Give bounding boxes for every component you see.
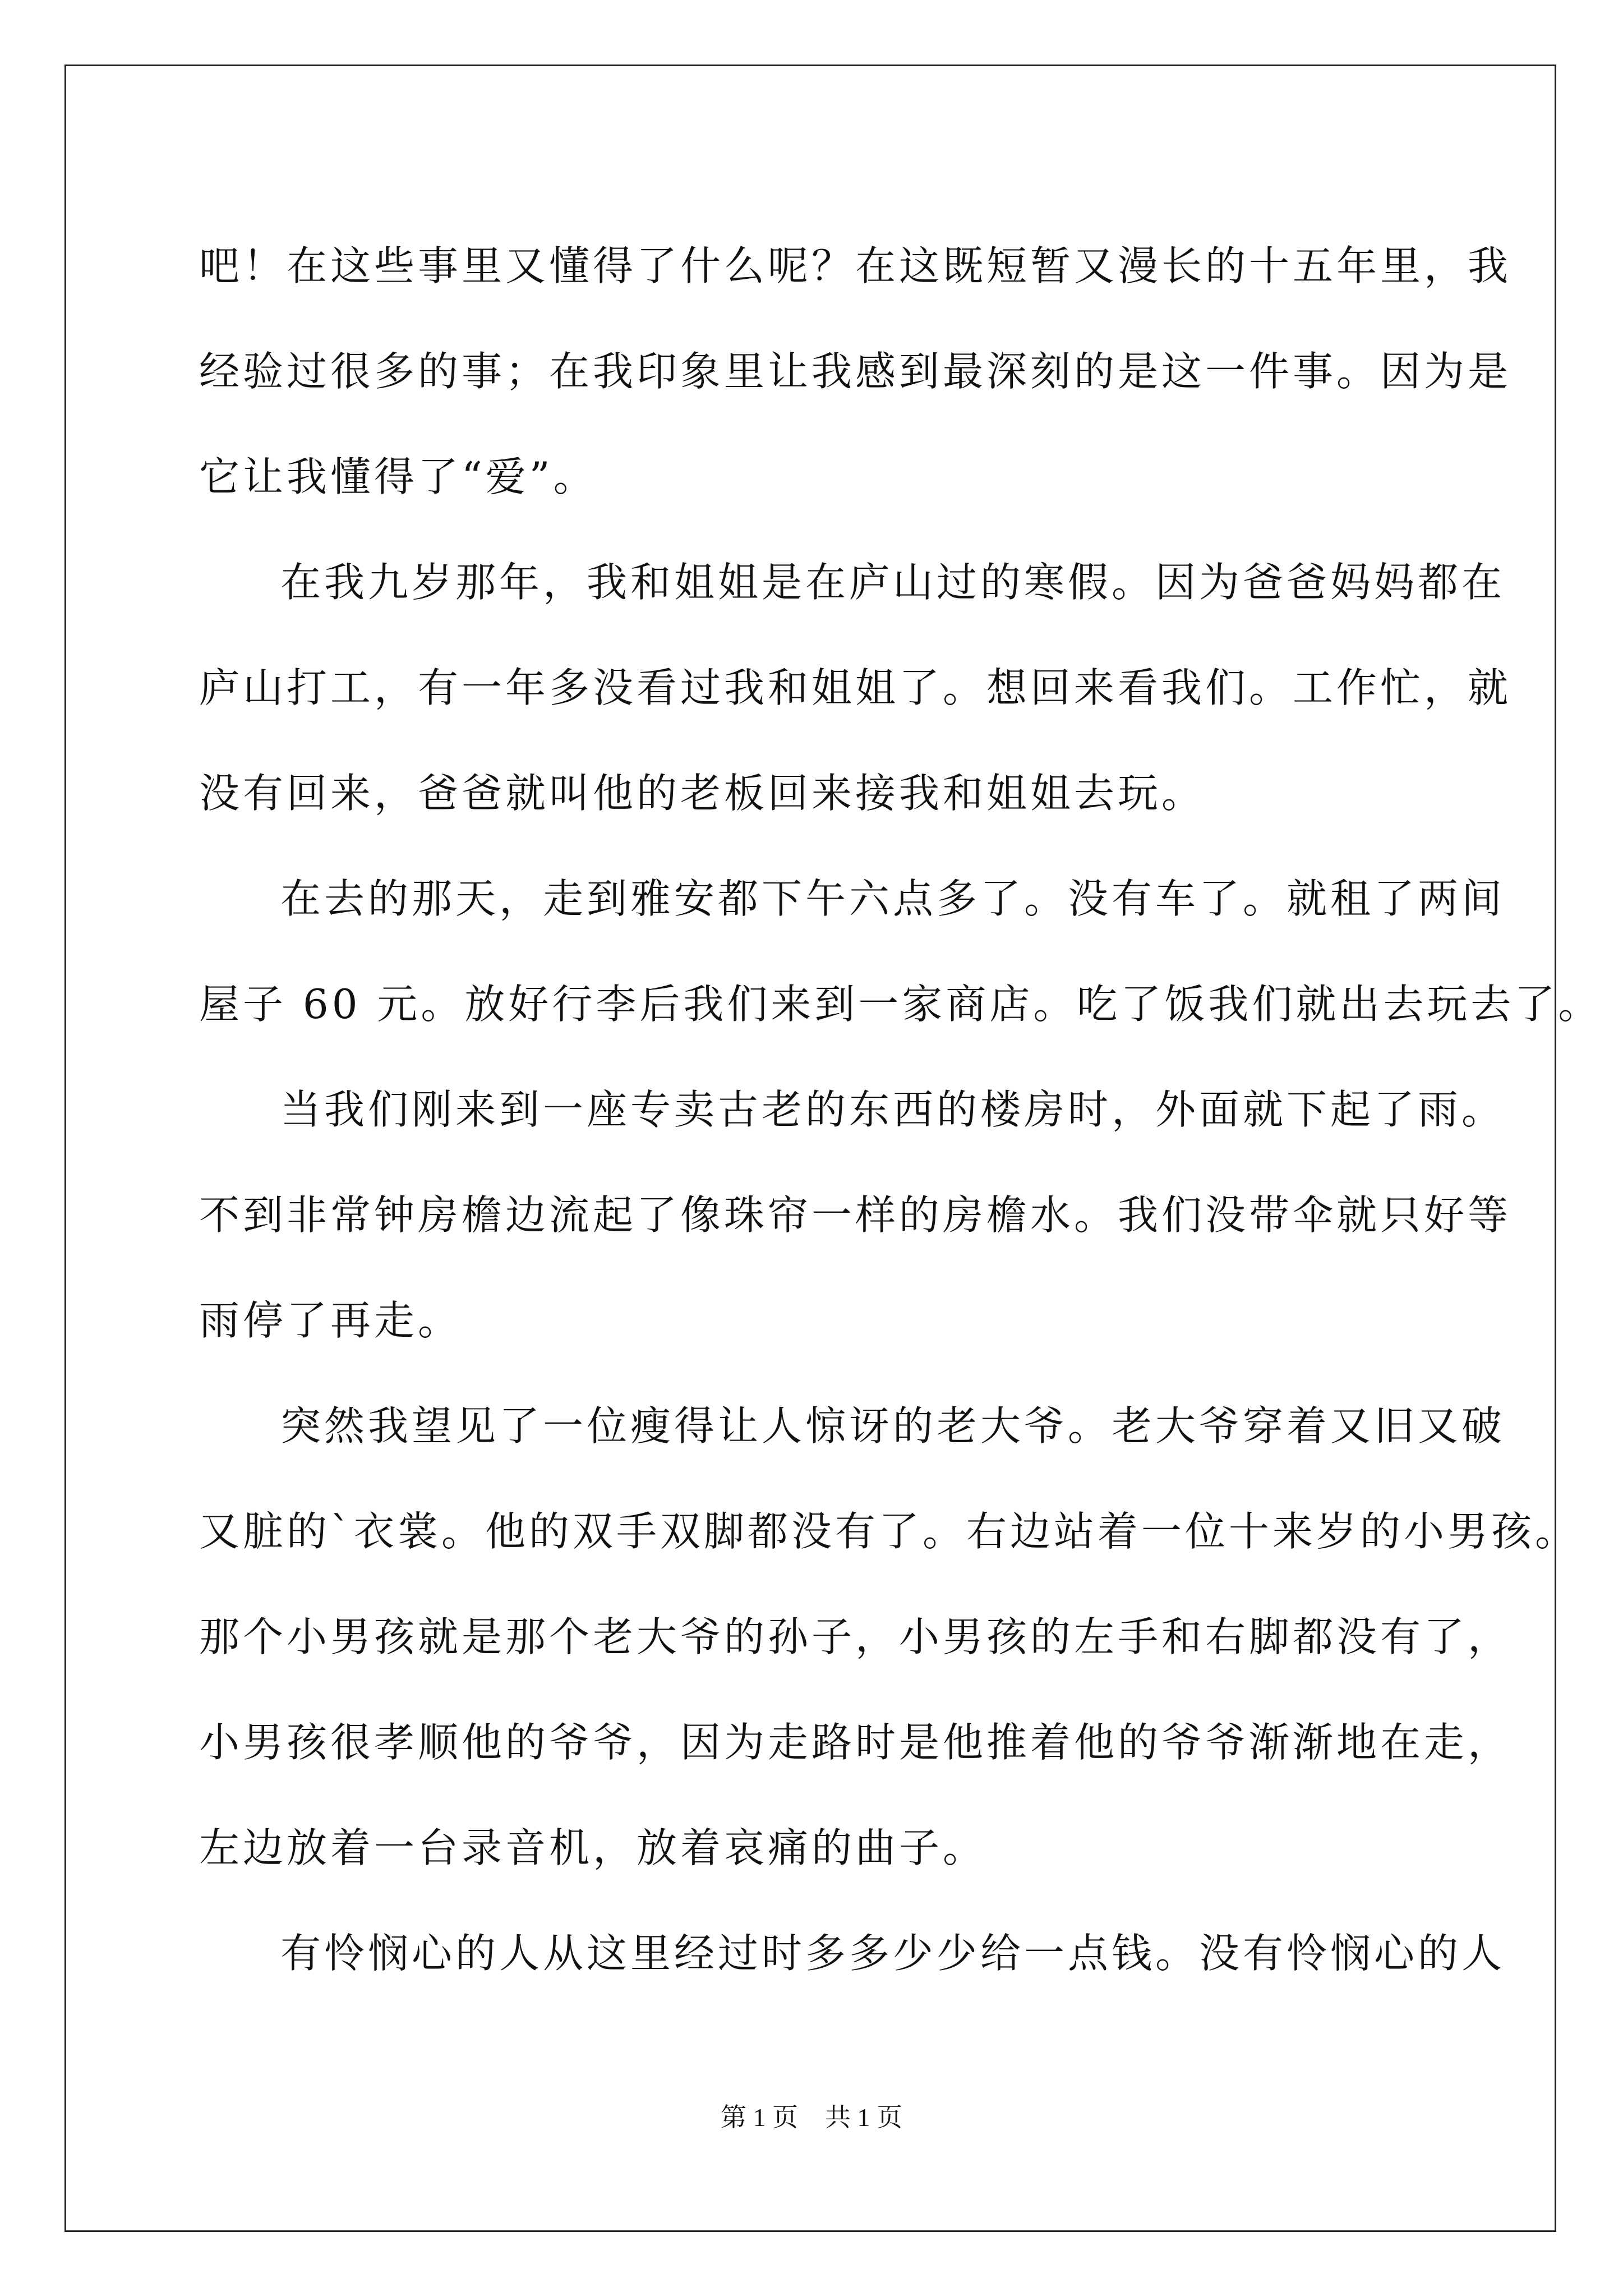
text-line-15: 小男孩很孝顺他的爷爷，因为走路时是他推着他的爷爷渐渐地在走， <box>199 1719 1512 1766</box>
text-line-12: 突然我望见了一位瘦得让人惊讶的老大爷。老大爷穿着又旧又破 <box>280 1402 1506 1450</box>
text-line-17: 有怜悯心的人从这里经过时多多少少给一点钱。没有怜悯心的人 <box>280 1930 1506 1977</box>
text-line-16: 左边放着一台录音机，放着哀痛的曲子。 <box>199 1824 987 1871</box>
text-line-6: 没有回来，爸爸就叫他的老板回来接我和姐姐去玩。 <box>199 770 1206 817</box>
text-line-14: 那个小男孩就是那个老大爷的孙子，小男孩的左手和右脚都没有了， <box>199 1613 1512 1660</box>
text-line-4: 在我九岁那年，我和姐姐是在庐山过的寒假。因为爸爸妈妈都在 <box>280 559 1506 606</box>
text-line-2: 经验过很多的事；在我印象里让我感到最深刻的是这一件事。因为是 <box>199 348 1512 395</box>
text-line-5: 庐山打工，有一年多没看过我和姐姐了。想回来看我们。工作忙，就 <box>199 664 1512 711</box>
page-number: 第 1 页 <box>721 2103 798 2132</box>
text-line-11: 雨停了再走。 <box>199 1297 462 1344</box>
text-line-8: 屋子 60 元。放好行李后我们来到一家商店。吃了饭我们就出去玩去了。 <box>199 981 1602 1028</box>
text-line-9: 当我们刚来到一座专卖古老的东西的楼房时，外面就下起了雨。 <box>280 1086 1506 1133</box>
text-line-1: 吧！在这些事里又懂得了什么呢？在这既短暂又漫长的十五年里，我 <box>199 242 1512 289</box>
text-line-10: 不到非常钟房檐边流起了像珠帘一样的房檐水。我们没带伞就只好等 <box>199 1191 1512 1239</box>
text-line-3: 它让我懂得了“爱”。 <box>199 453 597 500</box>
text-line-7: 在去的那天，走到雅安都下午六点多了。没有车了。就租了两间 <box>280 875 1506 922</box>
page-total: 共 1 页 <box>825 2103 902 2132</box>
document-body <box>199 213 1602 2006</box>
text-line-13: 又脏的`衣裳。他的双手双脚都没有了。右边站着一位十来岁的小男孩。 <box>199 1508 1579 1555</box>
page-footer <box>0 2101 1623 2134</box>
